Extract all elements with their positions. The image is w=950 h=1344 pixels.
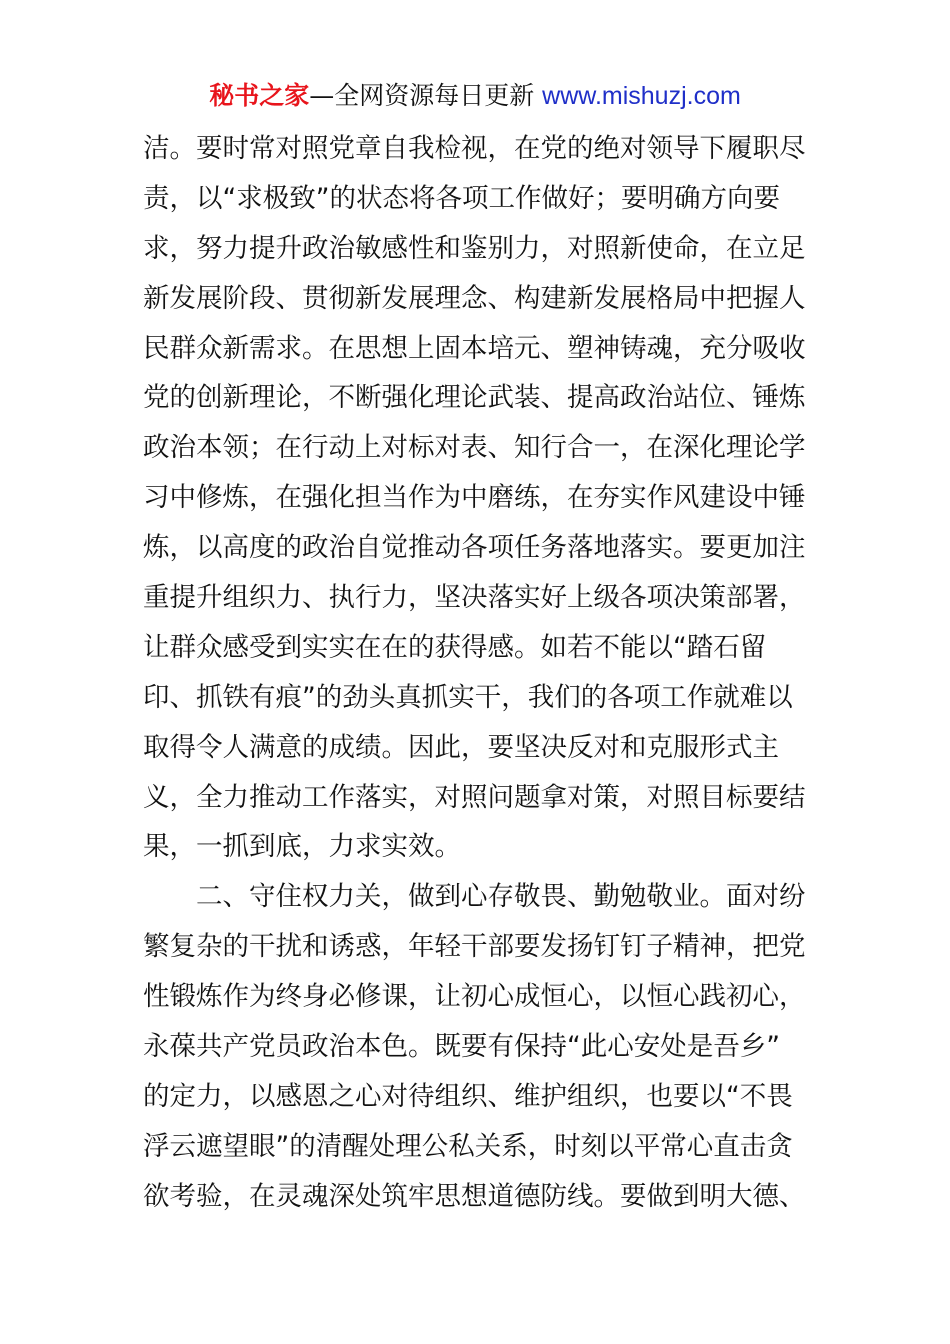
text-line: 永葆共产党员政治本色。既要有保持“此心安处是吾乡” <box>143 1031 780 1063</box>
text-line: 取得令人满意的成绩。因此，要坚决反对和克服形式主 <box>143 731 779 763</box>
text-line: 繁复杂的干扰和诱惑，年轻干部要发扬钉钉子精神，把党 <box>143 931 806 963</box>
text-line: 民群众新需求。在思想上固本培元、塑神铸魂，充分吸收 <box>143 332 806 364</box>
text-line: 责，以“求极致”的状态将各项工作做好；要明确方向要 <box>143 182 780 214</box>
text-line: 果，一抓到底，力求实效。 <box>143 831 461 863</box>
text-line: 习中修炼，在强化担当作为中磨练，在夯实作风建设中锤 <box>143 482 806 514</box>
text-line: 政治本领；在行动上对标对表、知行合一，在深化理论学 <box>143 432 806 464</box>
section-heading-line: 二、守住权力关，做到心存敬畏、勤勉敬业。面对纷 <box>196 881 806 913</box>
document-body <box>143 124 823 1222</box>
text-line: 党的创新理论，不断强化理论武装、提高政治站位、锤炼 <box>143 382 806 414</box>
text-line: 新发展阶段、贯彻新发展理念、构建新发展格局中把握人 <box>143 282 806 314</box>
watermark-header <box>0 80 950 112</box>
text-line: 义，全力推动工作落实，对照问题拿对策，对照目标要结 <box>143 781 806 813</box>
text-line: 的定力，以感恩之心对待组织、维护组织，也要以“不畏 <box>143 1080 793 1112</box>
website-link[interactable]: www.mishuzj.com <box>542 82 741 110</box>
brand-name: 秘书之家 <box>209 81 310 110</box>
text-line: 欲考验，在灵魂深处筑牢思想道德防线。要做到明大德、 <box>143 1180 806 1212</box>
text-line: 洁。要时常对照党章自我检视，在党的绝对领导下履职尽 <box>143 133 806 164</box>
text-line: 重提升组织力、执行力，坚决落实好上级各项决策部署， <box>143 582 806 614</box>
text-line: 性锻炼作为终身必修课，让初心成恒心，以恒心践初心， <box>143 981 806 1013</box>
text-line: 让群众感受到实实在在的获得感。如若不能以“踏石留 <box>143 631 767 663</box>
text-line: 印、抓铁有痕”的劲头真抓实干，我们的各项工作就难以 <box>143 681 793 713</box>
header-tagline: —全网资源每日更新 <box>309 81 543 110</box>
text-line: 求，努力提升政治敏感性和鉴别力，对照新使命，在立足 <box>143 232 806 264</box>
text-line: 炼，以高度的政治自觉推动各项任务落地落实。要更加注 <box>143 532 806 564</box>
text-line: 浮云遮望眼”的清醒处理公私关系，时刻以平常心直击贪 <box>143 1130 793 1162</box>
